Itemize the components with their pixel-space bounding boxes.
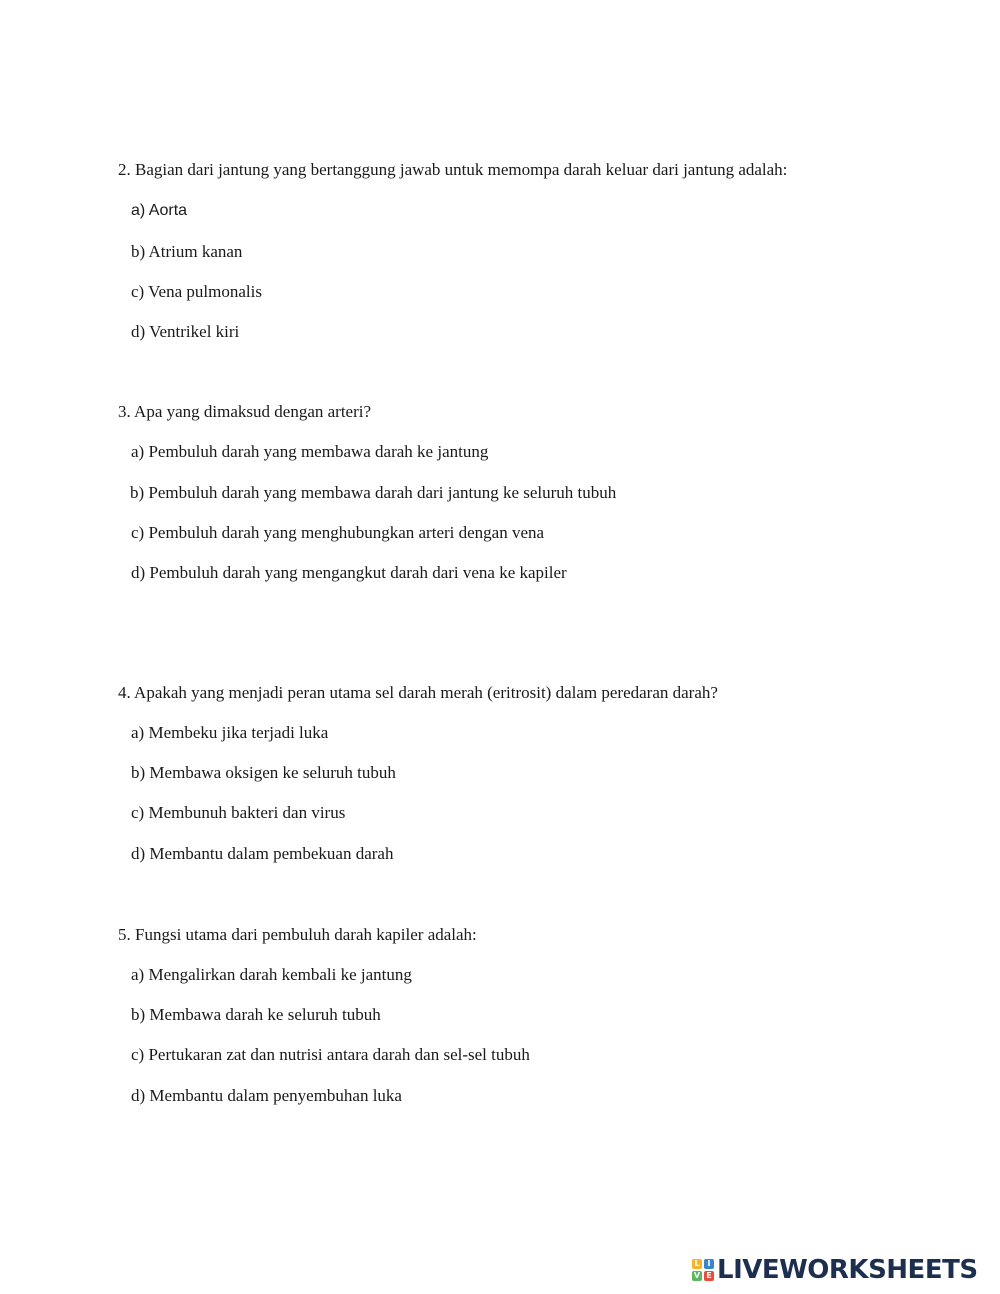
question-5-option-c: c) Pertukaran zat dan nutrisi antara darah dan sel-sel tubuh: [131, 1045, 530, 1064]
question-2-option-d: d) Ventrikel kiri: [131, 322, 240, 341]
liveworksheets-logo-text: LIVEWORKSHEETS: [717, 1255, 978, 1285]
liveworksheets-logo: [692, 1254, 978, 1286]
question-3-option-a: a) Pembuluh darah yang membawa darah ke jantung: [131, 442, 489, 461]
question-2-option-b: b) Atrium kanan: [131, 242, 243, 261]
question-5-option-b: b) Membawa darah ke seluruh tubuh: [131, 1005, 381, 1024]
question-4-option-c: c) Membunuh bakteri dan virus: [131, 803, 346, 822]
logo-icon-tile: V: [693, 1271, 701, 1280]
question-5-option-d: d) Membantu dalam penyembuhan luka: [131, 1086, 402, 1105]
logo-icon-tile: E: [704, 1271, 714, 1281]
question-4-option-b: b) Membawa oksigen ke seluruh tubuh: [131, 763, 396, 782]
logo-icon-tile: I: [704, 1259, 714, 1269]
logo-icon-tile: L: [692, 1259, 702, 1269]
question-2-option-a: a) Aorta: [131, 202, 188, 219]
question-4-text: 4. Apakah yang menjadi peran utama sel darah merah (eritrosit) dalam peredaran darah?: [118, 683, 718, 702]
question-5-option-a: a) Mengalirkan darah kembali ke jantung: [131, 965, 412, 984]
question-3-option-b: b) Pembuluh darah yang membawa darah dari jantung ke seluruh tubuh: [130, 483, 617, 502]
liveworksheets-logo-icon: [692, 1259, 714, 1281]
question-4-option-a: a) Membeku jika terjadi luka: [131, 723, 329, 742]
question-3-option-c: c) Pembuluh darah yang menghubungkan arteri dengan vena: [131, 523, 545, 542]
question-2-text: 2. Bagian dari jantung yang bertanggung jawab untuk memompa darah keluar dari jantung adalah:: [118, 160, 788, 179]
question-5-text: 5. Fungsi utama dari pembuluh darah kapiler adalah:: [118, 925, 477, 944]
question-3-text: 3. Apa yang dimaksud dengan arteri?: [118, 402, 372, 421]
question-3-option-d: d) Pembuluh darah yang mengangkut darah dari vena ke kapiler: [131, 563, 567, 582]
question-4-option-d: d) Membantu dalam pembekuan darah: [131, 844, 394, 863]
question-2-option-c: c) Vena pulmonalis: [131, 282, 262, 301]
